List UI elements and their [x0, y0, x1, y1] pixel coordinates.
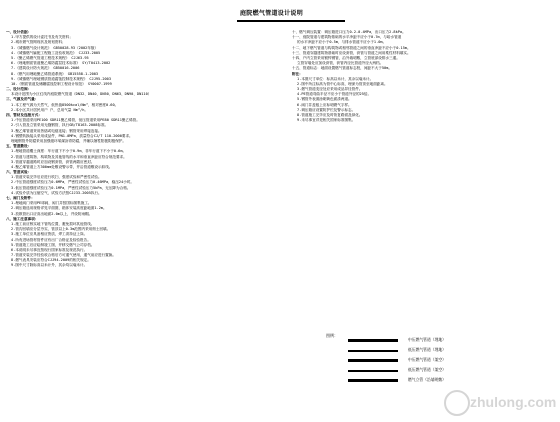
note-line: 3.管道穿越道路时应加设钢套管，套管两端应密封。 — [11, 159, 95, 164]
note-line: 立管穿墙处应加设套管，套管内径比管道外径大两档。 — [297, 61, 384, 66]
note-line: 8.《燃气用埋地聚乙烯管道系统》 GB15558.1-2003 — [11, 71, 99, 76]
legend — [326, 333, 516, 391]
note-line: 4.试验介质为压缩空气，试验方法按CJJ33-2005执行。 — [11, 190, 102, 195]
note-line: 八、施工注意事项： — [6, 216, 39, 221]
legend-label: 燃气立管（沿墙明敷） — [408, 377, 446, 382]
note-line: 3.施工单位应具备相应资质，焊工须持证上岗。 — [11, 232, 88, 237]
note-line: 3.放散管出口应高出地面2.0m以上，并设防雨帽。 — [11, 211, 93, 216]
note-line: 7.《建筑设计防火规范》 GB50016-2006 — [11, 66, 80, 71]
note-line: 1.管道安装完毕后应进行吹扫、强度试验和严密性试验。 — [11, 175, 102, 180]
note-line: 5.管道竣工后应绘制竣工图，并移交燃气公司存档。 — [11, 242, 95, 247]
note-line: 2.城市燃气管网现状及规划资料； — [11, 40, 66, 45]
note-line: 2.中压管道强度试验压力0.6MPa，严密性试验压力0.46MPa，稳压24小时。 — [11, 180, 135, 185]
legend-item — [348, 377, 518, 383]
note-line: 三、气源及用气量： — [6, 97, 39, 102]
note-line: 2.管沟回填应分层夯实，管顶以上0.3m范围内采用细土回填。 — [11, 227, 111, 232]
note-line: 1.本图尺寸单位：标高以米计，其余以毫米计。 — [297, 76, 374, 81]
note-line: 4.聚乙烯管道上方300mm处敷设警示带，并沿管道敷设示踪线。 — [11, 164, 113, 169]
legend-line-sample — [348, 350, 398, 352]
legend-title: 图例： — [326, 333, 338, 338]
legend-label: 中压燃气管道（架空） — [408, 357, 446, 362]
legend-line-sample — [348, 359, 398, 362]
sheet-title: 庭院燃气管道设计说明 — [240, 10, 304, 17]
note-line: 7.调压箱应设置防护栏及警示标志。 — [297, 107, 356, 112]
note-line: 十、燃气调压装置：调压箱进口压力0.2-0.4MPa，出口压力2.8kPa。 — [292, 30, 406, 34]
legend-line-sample — [348, 379, 398, 382]
note-line: 六、管道试验： — [6, 170, 32, 175]
note-line: 4.《城镇燃气输配工程施工及验收规范》 CJJ33-2005 — [11, 50, 101, 55]
note-line: 1.甲方提供的设计委托书及有关资料； — [11, 35, 73, 40]
note-line: 5.钢管外表面涂刷黄色面漆两道。 — [297, 97, 352, 102]
note-line: 4.所有进场管材管件应有出厂合格证及检验报告。 — [11, 237, 91, 242]
note-line: 4.PE管道弯曲半径不应小于管道外径的25倍。 — [297, 92, 372, 97]
note-line: 9.图中尺寸除标高以米计外，其余均以毫米计。 — [11, 263, 88, 268]
note-line: 8.管道施工完毕应及时恢复路面及绿化。 — [297, 113, 363, 117]
note-line: 3.聚乙烯管道采用热熔或电熔连接；钢管采用焊接连接。 — [11, 128, 102, 133]
note-line: 3.低压管道强度试验压力0.1MPa，严密性试验压力5kPa，无压降为合格。 — [11, 185, 131, 190]
note-line: 9.未尽事宜详见相关国家标准图集。 — [297, 118, 356, 123]
legend-label: 中压燃气管道（埋地） — [408, 337, 446, 342]
note-line: 十三、管道穿越建筑物基础时应设套管，套管与管道之间用柔性材料填实。 — [292, 50, 411, 55]
note-line: 十五、管道标志：地面设置燃气管道标志桩，间距不大于50m。 — [292, 66, 392, 71]
note-line: 埋地钢管外防腐采用加强级环氧煤沥青防腐，并辅以牺牲阳极阴极保护。 — [11, 138, 126, 143]
note-line: 1.施工前应核实地下管线位置，避免损坏其他管线。 — [11, 221, 95, 226]
note-line: 四、管材及连接方式： — [6, 113, 42, 117]
note-line: 1.本工程气源为天然气，低热值8500kcal/Nm³，相对密度0.60。 — [11, 102, 119, 107]
note-line: 7.管道安装完毕经验收合格后方可通气使用，通气前应进行置换。 — [11, 253, 116, 258]
title-underline — [237, 20, 345, 22]
note-line: 4.钢塑转换接头采用成品件，PN1.0MPa，质量符合CJ/T 110-2000要求。 — [11, 133, 133, 138]
note-line: 十一、庭院管道与建筑物基础的水平净距不应小于0.7m，与给水管道 — [292, 35, 402, 40]
legend-item — [348, 367, 518, 373]
note-line: 1.埋地管道覆土深度：车行道下不小于0.9m，非车行道下不小于0.6m。 — [11, 149, 127, 154]
note-line: 五、管道敷设： — [6, 144, 32, 149]
notes-left-column — [6, 30, 286, 269]
note-line: 本设计范围为小区红线内庭院燃气管道（DN32、DN40、DN50、DN63、DN90、DN110） — [11, 92, 152, 97]
note-line: 2.本小区共计居民用户 户，总用气量 Nm³/h。 — [11, 107, 88, 112]
legend-line-sample — [348, 370, 398, 372]
note-line: 6.《埋地钢质管道聚乙烯防腐层技术标准》 SY/T0413-2002 — [11, 61, 111, 66]
zhulong-logo-icon — [444, 390, 470, 416]
legend-label: 低压燃气管道（埋地） — [408, 347, 446, 352]
legend-item — [348, 347, 518, 353]
note-line: 2.引入管及立管采用无缝钢管，执行GB/T8163-2008标准。 — [11, 123, 109, 128]
note-line: 6.本说明未尽事宜按现行国家标准及规范执行。 — [11, 247, 88, 252]
legend-item — [348, 357, 518, 363]
note-line: 1.埋地阀门采用PE球阀，阀门井按国标图集施工。 — [11, 201, 92, 206]
watermark — [440, 388, 557, 418]
legend-line-sample — [348, 339, 398, 342]
watermark-text: zhulong.com — [470, 394, 557, 410]
note-line: 3.燃气管道变径处应采用成品异径管件。 — [297, 87, 363, 92]
note-line: 的水平净距不应小于0.5m，与排水管道不应小于1.0m。 — [297, 40, 387, 45]
note-line: 6.阀门井盖板上应标明燃气字样。 — [297, 102, 352, 107]
note-line: 一、设计依据： — [6, 30, 32, 34]
notes-right-column — [292, 30, 554, 123]
note-line: 8.燃气表具安装应符合CJJ94-2009的相关规定。 — [11, 258, 91, 263]
note-line: 10.《钢质管道及储罐腐蚀控制工程设计规范》 SY0007-1999 — [11, 81, 112, 86]
legend-item — [348, 337, 518, 343]
note-line: 十二、地下燃气管道与构筑物或相邻管道之间的垂直净距不应小于0.15m。 — [292, 45, 411, 50]
note-line: 9.《城镇燃气埋地钢质管道腐蚀控制技术规程》 CJJ95-2003 — [11, 76, 112, 81]
legend-label: 低压燃气管道（架空） — [408, 367, 446, 372]
note-line: 2.管道与建筑物、构筑物及其他管线的水平和垂直净距应符合规范要求。 — [11, 154, 127, 159]
note-line: 十四、户内立管采用镀锌钢管，沿外墙明敷，立管底部设排水三通。 — [292, 55, 400, 60]
note-line: 2.调压箱选用规格详见平面图，箱体安装高度距地面1.2m。 — [11, 206, 107, 211]
note-line: 1.中压管道采用PE100 SDR11聚乙烯管，低压管道采用PE80 SDR11聚乙烯管。 — [11, 118, 140, 123]
note-line: 5.《聚乙烯燃气管道工程技术规程》 CJJ63-95 — [11, 55, 89, 60]
note-line: 二、设计范围： — [6, 87, 32, 92]
note-line: 3.《城镇燃气设计规范》 GB50028-93（2002年版） — [11, 45, 99, 50]
note-line: 2.图中所注标高为管中心标高，埋深为管顶至地面距离。 — [297, 81, 388, 86]
note-line: 附注： — [292, 71, 303, 76]
note-line: 七、阀门及附件： — [6, 196, 35, 200]
